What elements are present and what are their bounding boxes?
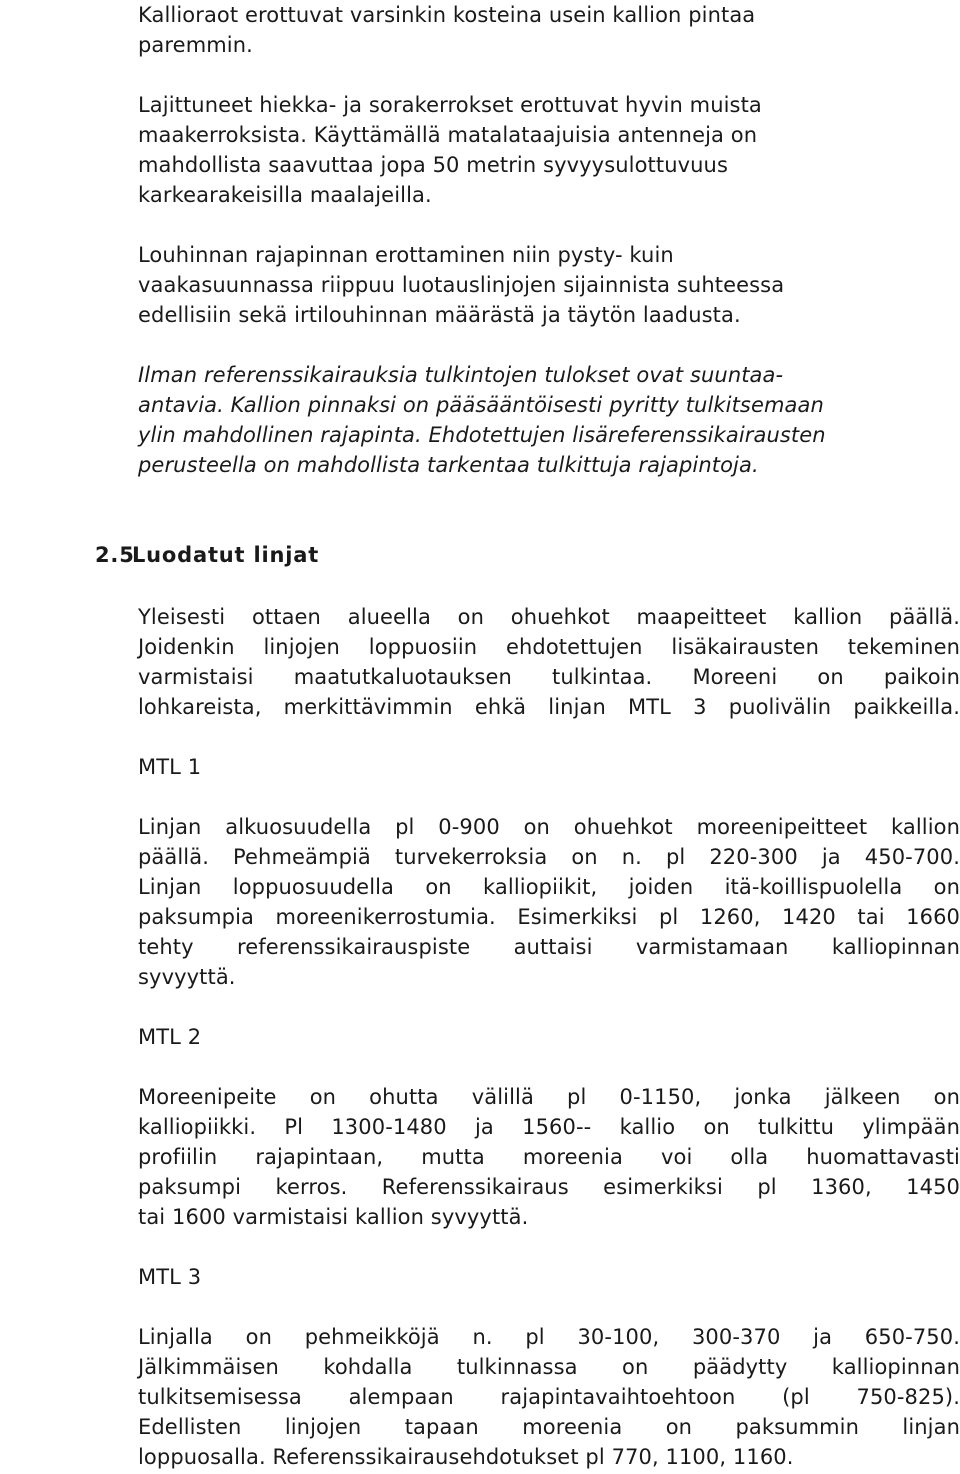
spacer	[138, 330, 960, 360]
section-title: Luodatut linjat	[132, 543, 320, 567]
paragraph-line: perusteella on mahdollista tarkentaa tulkittuja rajapintoja.	[138, 453, 759, 477]
paragraph-line: tai 1600 varmistaisi kallion syvyyttä.	[138, 1205, 529, 1229]
paragraph-line: Louhinnan rajapinnan erottaminen niin pysty- kuin	[138, 243, 674, 267]
spacer	[138, 1292, 960, 1322]
paragraph-line: Joidenkin linjojen loppuosiin ehdotettujen lisäkairausten tekeminen	[138, 635, 960, 659]
subsection-label: MTL 3	[138, 1265, 202, 1289]
spacer	[138, 570, 960, 602]
paragraph-line: loppuosalla. Referenssikairausehdotukset pl 770, 1100, 1160.	[138, 1445, 794, 1469]
spacer	[138, 210, 960, 240]
paragraph-line: paksumpi kerros. Referenssikairaus esimerkiksi pl 1360, 1450	[138, 1175, 960, 1199]
paragraph-line: tulkitsemisessa alempaan rajapintavaihtoehtoon (pl 750-825).	[138, 1385, 960, 1409]
paragraph-line: lohkareista, merkittävimmin ehkä linjan MTL 3 puolivälin paikkeilla.	[138, 695, 960, 719]
paragraph-line: antavia. Kallion pinnaksi on pääsääntöisesti pyritty tulkitsemaan	[138, 393, 824, 417]
paragraph-line: Moreenipeite on ohutta välillä pl 0-1150, jonka jälkeen on	[138, 1085, 960, 1109]
paragraph-line: varmistaisi maatutkaluotauksen tulkintaa. Moreeni on paikoin	[138, 665, 960, 689]
paragraph-line: Yleisesti ottaen alueella on ohuehkot maapeitteet kallion päällä.	[138, 605, 960, 629]
paragraph-line: profiilin rajapintaan, mutta moreenia voi olla huomattavasti	[138, 1145, 960, 1169]
paragraph-line: Jälkimmäisen kohdalla tulkinnassa on päädytty kalliopinnan	[138, 1355, 960, 1379]
spacer	[138, 60, 960, 90]
section-heading	[95, 540, 960, 570]
paragraph-line: edellisiin sekä irtilouhinnan määrästä ja täytön laadusta.	[138, 303, 741, 327]
subsection-label: MTL 1	[138, 755, 202, 779]
section-number: 2.5	[95, 543, 135, 567]
spacer	[138, 992, 960, 1022]
paragraph-line: Linjan loppuosuudella on kalliopiikit, joiden itä-koillispuolella on	[138, 875, 960, 899]
paragraph-line: maakerroksista. Käyttämällä matalataajuisia antenneja on	[138, 123, 758, 147]
paragraph-line: karkearakeisilla maalajeilla.	[138, 183, 432, 207]
paragraph-line: syvyyttä.	[138, 965, 236, 989]
paragraph-line: ylin mahdollinen rajapinta. Ehdotettujen lisäreferenssikairausten	[138, 423, 826, 447]
spacer	[138, 1232, 960, 1262]
paragraph-line: Edellisten linjojen tapaan moreenia on paksummin linjan	[138, 1415, 960, 1439]
spacer	[138, 722, 960, 752]
paragraph-line: paksumpia moreenikerrostumia. Esimerkiksi pl 1260, 1420 tai 1660	[138, 905, 960, 929]
paragraph-line: kalliopiikki. Pl 1300-1480 ja 1560-- kallio on tulkittu ylimpään	[138, 1115, 960, 1139]
spacer	[138, 480, 960, 540]
paragraph-line: Linjalla on pehmeikköjä n. pl 30-100, 300-370 ja 650-750.	[138, 1325, 960, 1349]
document-page	[95, 0, 960, 1472]
paragraph-line: mahdollista saavuttaa jopa 50 metrin syvyysulottuvuus	[138, 153, 728, 177]
spacer	[138, 1052, 960, 1082]
paragraph-line: Kallioraot erottuvat varsinkin kosteina usein kallion pintaa	[138, 3, 756, 27]
paragraph-line: päällä. Pehmeämpiä turvekerroksia on n. pl 220-300 ja 450-700.	[138, 845, 960, 869]
subsection-label: MTL 2	[138, 1025, 202, 1049]
paragraph-line: Lajittuneet hiekka- ja sorakerrokset erottuvat hyvin muista	[138, 93, 762, 117]
paragraph-line: vaakasuunnassa riippuu luotauslinjojen sijainnista suhteessa	[138, 273, 785, 297]
paragraph-line: tehty referenssikairauspiste auttaisi varmistamaan kalliopinnan	[138, 935, 960, 959]
paragraph-line: Ilman referenssikairauksia tulkintojen tulokset ovat suuntaa-	[138, 363, 784, 387]
spacer	[138, 782, 960, 812]
paragraph-line: paremmin.	[138, 33, 253, 57]
paragraph-line: Linjan alkuosuudella pl 0-900 on ohuehkot moreenipeitteet kallion	[138, 815, 960, 839]
